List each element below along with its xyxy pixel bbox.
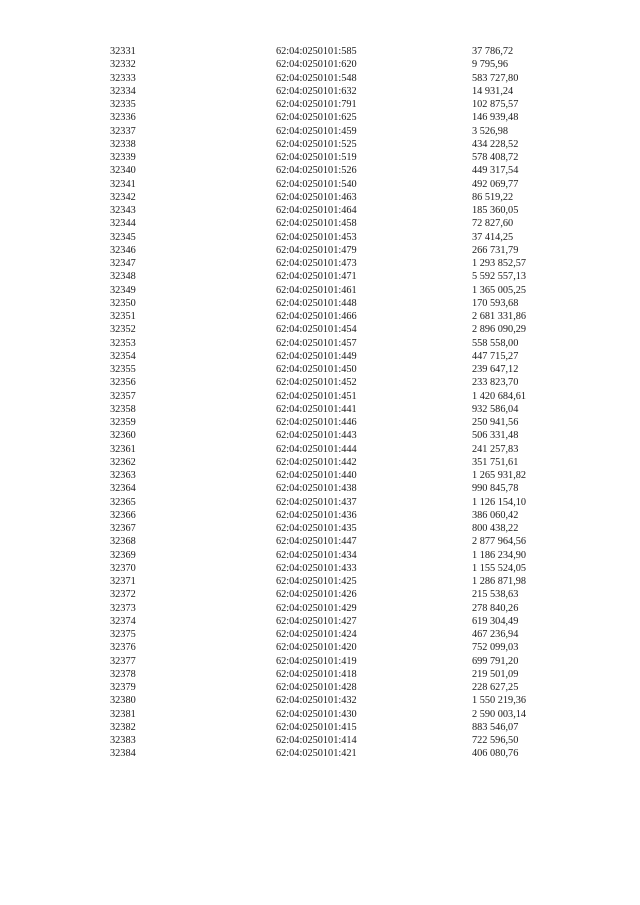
cadastral-value: 170 593,68 xyxy=(472,297,519,309)
row-number: 32362 xyxy=(110,456,136,468)
cadastral-value: 1 155 524,05 xyxy=(472,562,527,574)
cadastral-number: 62:04:0250101:466 xyxy=(276,311,357,322)
row-number: 32333 xyxy=(110,72,136,84)
cadastral-number: 62:04:0250101:428 xyxy=(276,682,357,693)
cadastral-number: 62:04:0250101:479 xyxy=(276,244,357,256)
row-number: 32361 xyxy=(110,443,136,455)
row-number: 32343 xyxy=(110,205,136,216)
cadastral-value: 185 360,05 xyxy=(472,205,519,216)
cadastral-number: 62:04:0250101:425 xyxy=(276,576,357,587)
cadastral-number: 62:04:0250101:526 xyxy=(276,165,357,177)
table-row xyxy=(110,111,572,124)
row-number: 32356 xyxy=(110,377,136,389)
cadastral-value: 215 538,63 xyxy=(472,589,519,601)
cadastral-value: 449 317,54 xyxy=(472,165,519,177)
table-row xyxy=(110,429,572,442)
cadastral-value: 506 331,48 xyxy=(472,430,519,442)
row-number: 32381 xyxy=(110,708,136,720)
cadastral-number: 62:04:0250101:420 xyxy=(276,642,357,654)
cadastral-value: 37 414,25 xyxy=(472,231,514,243)
row-number: 32365 xyxy=(110,496,136,508)
table-row xyxy=(110,628,572,641)
cadastral-number: 62:04:0250101:458 xyxy=(276,218,357,230)
cadastral-value: 2 877 964,56 xyxy=(472,536,527,548)
cadastral-number: 62:04:0250101:454 xyxy=(276,324,357,336)
cadastral-number: 62:04:0250101:435 xyxy=(276,523,357,534)
row-number: 32369 xyxy=(110,549,136,561)
cadastral-value: 102 875,57 xyxy=(472,99,519,110)
table-row xyxy=(110,151,572,164)
cadastral-number: 62:04:0250101:421 xyxy=(276,748,357,760)
row-number: 32336 xyxy=(110,112,136,124)
cadastral-number: 62:04:0250101:548 xyxy=(276,72,357,84)
cadastral-value: 467 236,94 xyxy=(472,629,519,640)
cadastral-number: 62:04:0250101:438 xyxy=(276,483,357,495)
row-number: 32380 xyxy=(110,695,136,707)
cadastral-number: 62:04:0250101:427 xyxy=(276,615,357,627)
row-number: 32373 xyxy=(110,602,136,614)
cadastral-value: 883 546,07 xyxy=(472,721,519,733)
cadastral-value: 72 827,60 xyxy=(472,218,514,230)
row-number: 32352 xyxy=(110,324,136,336)
row-number: 32335 xyxy=(110,99,136,110)
cadastral-number: 62:04:0250101:473 xyxy=(276,258,357,269)
table-row xyxy=(110,602,572,615)
row-number: 32344 xyxy=(110,218,136,230)
cadastral-number: 62:04:0250101:415 xyxy=(276,721,357,733)
cadastral-number: 62:04:0250101:625 xyxy=(276,112,357,124)
cadastral-number: 62:04:0250101:525 xyxy=(276,138,357,150)
table-row xyxy=(110,45,572,58)
row-number: 32331 xyxy=(110,46,136,57)
cadastral-number: 62:04:0250101:459 xyxy=(276,125,357,137)
table-row xyxy=(110,376,572,389)
cadastral-value: 800 438,22 xyxy=(472,523,519,534)
cadastral-number: 62:04:0250101:437 xyxy=(276,496,357,508)
table-row xyxy=(110,164,572,177)
row-number: 32342 xyxy=(110,191,136,203)
table-row xyxy=(110,231,572,244)
row-number: 32372 xyxy=(110,589,136,601)
table-row xyxy=(110,416,572,429)
row-number: 32374 xyxy=(110,615,136,627)
table-row xyxy=(110,562,572,575)
cadastral-value: 3 526,98 xyxy=(472,125,509,137)
table-row xyxy=(110,535,572,548)
cadastral-number: 62:04:0250101:447 xyxy=(276,536,357,548)
cadastral-number: 62:04:0250101:432 xyxy=(276,695,357,707)
cadastral-number: 62:04:0250101:430 xyxy=(276,708,357,720)
cadastral-value: 351 751,61 xyxy=(472,456,519,468)
row-number: 32378 xyxy=(110,668,136,680)
row-number: 32340 xyxy=(110,165,136,177)
cadastral-value: 278 840,26 xyxy=(472,602,519,614)
row-number: 32350 xyxy=(110,297,136,309)
row-number: 32355 xyxy=(110,364,136,375)
cadastral-value: 386 060,42 xyxy=(472,509,519,521)
cadastral-value: 722 596,50 xyxy=(472,735,519,746)
row-number: 32384 xyxy=(110,748,136,760)
row-number: 32376 xyxy=(110,642,136,654)
cadastral-value: 558 558,00 xyxy=(472,337,519,349)
table-row xyxy=(110,694,572,707)
row-number: 32370 xyxy=(110,562,136,574)
table-row xyxy=(110,257,572,270)
cadastral-number: 62:04:0250101:448 xyxy=(276,297,357,309)
cadastral-number: 62:04:0250101:446 xyxy=(276,417,357,428)
table-row xyxy=(110,310,572,323)
cadastral-value: 1 293 852,57 xyxy=(472,258,527,269)
cadastral-number: 62:04:0250101:440 xyxy=(276,470,357,481)
row-number: 32338 xyxy=(110,138,136,150)
cadastral-number: 62:04:0250101:451 xyxy=(276,390,357,402)
table-row xyxy=(110,297,572,310)
table-row xyxy=(110,469,572,482)
cadastral-number: 62:04:0250101:632 xyxy=(276,85,357,97)
cadastral-number: 62:04:0250101:426 xyxy=(276,589,357,601)
cadastral-value: 619 304,49 xyxy=(472,615,519,627)
table-row xyxy=(110,509,572,522)
table-row xyxy=(110,747,572,760)
cadastral-value: 2 590 003,14 xyxy=(472,708,527,720)
cadastral-number: 62:04:0250101:463 xyxy=(276,191,357,203)
row-number: 32379 xyxy=(110,682,136,693)
row-number: 32341 xyxy=(110,178,136,190)
row-number: 32347 xyxy=(110,258,136,269)
cadastral-value: 1 550 219,36 xyxy=(472,695,527,707)
cadastral-number: 62:04:0250101:443 xyxy=(276,430,357,442)
table-row xyxy=(110,668,572,681)
cadastral-number: 62:04:0250101:418 xyxy=(276,668,357,680)
table-row xyxy=(110,443,572,456)
cadastral-number: 62:04:0250101:424 xyxy=(276,629,357,640)
table-row xyxy=(110,681,572,694)
cadastral-value: 447 715,27 xyxy=(472,350,519,362)
row-number: 32349 xyxy=(110,284,136,296)
cadastral-value: 146 939,48 xyxy=(472,112,519,124)
row-number: 32339 xyxy=(110,152,136,163)
row-number: 32377 xyxy=(110,655,136,667)
cadastral-number: 62:04:0250101:791 xyxy=(276,99,357,110)
row-number: 32337 xyxy=(110,125,136,137)
cadastral-number: 62:04:0250101:433 xyxy=(276,562,357,574)
row-number: 32353 xyxy=(110,337,136,349)
cadastral-value: 932 586,04 xyxy=(472,403,519,415)
row-number: 32363 xyxy=(110,470,136,481)
cadastral-value: 9 795,96 xyxy=(472,59,509,71)
cadastral-value: 578 408,72 xyxy=(472,152,519,163)
row-number: 32346 xyxy=(110,244,136,256)
cadastral-number: 62:04:0250101:436 xyxy=(276,509,357,521)
table-row xyxy=(110,721,572,734)
table-row xyxy=(110,615,572,628)
table-row xyxy=(110,217,572,230)
cadastral-number: 62:04:0250101:429 xyxy=(276,602,357,614)
cadastral-number: 62:04:0250101:414 xyxy=(276,735,357,746)
cadastral-number: 62:04:0250101:444 xyxy=(276,443,357,455)
row-number: 32348 xyxy=(110,271,136,283)
table-row xyxy=(110,98,572,111)
cadastral-number: 62:04:0250101:452 xyxy=(276,377,357,389)
table-row xyxy=(110,350,572,363)
cadastral-value: 583 727,80 xyxy=(472,72,519,84)
row-number: 32334 xyxy=(110,85,136,97)
cadastral-value: 699 791,20 xyxy=(472,655,519,667)
table-row xyxy=(110,85,572,98)
cadastral-value: 2 896 090,29 xyxy=(472,324,527,336)
table-row xyxy=(110,549,572,562)
row-number: 32371 xyxy=(110,576,136,587)
table-row xyxy=(110,390,572,403)
row-number: 32332 xyxy=(110,59,136,71)
table-row xyxy=(110,403,572,416)
cadastral-value: 250 941,56 xyxy=(472,417,519,428)
cadastral-value-table xyxy=(110,45,572,761)
cadastral-value: 2 681 331,86 xyxy=(472,311,527,322)
row-number: 32366 xyxy=(110,509,136,521)
table-row xyxy=(110,138,572,151)
table-body xyxy=(110,45,572,761)
cadastral-number: 62:04:0250101:585 xyxy=(276,46,357,57)
table-row xyxy=(110,655,572,668)
cadastral-value: 1 126 154,10 xyxy=(472,496,527,508)
row-number: 32382 xyxy=(110,721,136,733)
cadastral-number: 62:04:0250101:450 xyxy=(276,364,357,375)
row-number: 32360 xyxy=(110,430,136,442)
cadastral-value: 752 099,03 xyxy=(472,642,519,654)
row-number: 32358 xyxy=(110,403,136,415)
table-row xyxy=(110,284,572,297)
cadastral-number: 62:04:0250101:449 xyxy=(276,350,357,362)
table-row xyxy=(110,178,572,191)
cadastral-number: 62:04:0250101:453 xyxy=(276,231,357,243)
cadastral-value: 266 731,79 xyxy=(472,244,519,256)
cadastral-number: 62:04:0250101:471 xyxy=(276,271,357,283)
cadastral-value: 5 592 557,13 xyxy=(472,271,527,283)
table-row xyxy=(110,204,572,217)
row-number: 32354 xyxy=(110,350,136,362)
row-number: 32368 xyxy=(110,536,136,548)
cadastral-value: 228 627,25 xyxy=(472,682,519,693)
cadastral-value: 1 286 871,98 xyxy=(472,576,527,587)
cadastral-value: 434 228,52 xyxy=(472,138,519,150)
row-number: 32357 xyxy=(110,390,136,402)
cadastral-number: 62:04:0250101:461 xyxy=(276,284,357,296)
row-number: 32383 xyxy=(110,735,136,746)
table-row xyxy=(110,588,572,601)
table-row xyxy=(110,72,572,85)
table-row xyxy=(110,708,572,721)
table-row xyxy=(110,456,572,469)
table-row xyxy=(110,496,572,509)
table-row xyxy=(110,522,572,535)
cadastral-value: 219 501,09 xyxy=(472,668,519,680)
cadastral-value: 233 823,70 xyxy=(472,377,519,389)
cadastral-number: 62:04:0250101:442 xyxy=(276,456,357,468)
cadastral-value: 406 080,76 xyxy=(472,748,519,760)
row-number: 32359 xyxy=(110,417,136,428)
cadastral-value: 239 647,12 xyxy=(472,364,519,375)
table-row xyxy=(110,337,572,350)
row-number: 32364 xyxy=(110,483,136,495)
row-number: 32351 xyxy=(110,311,136,322)
cadastral-value: 1 265 931,82 xyxy=(472,470,527,481)
table-row xyxy=(110,641,572,654)
cadastral-value: 241 257,83 xyxy=(472,443,519,455)
cadastral-number: 62:04:0250101:519 xyxy=(276,152,357,163)
table-row xyxy=(110,58,572,71)
cadastral-value: 1 365 005,25 xyxy=(472,284,527,296)
table-row xyxy=(110,575,572,588)
table-row xyxy=(110,191,572,204)
cadastral-value: 14 931,24 xyxy=(472,85,514,97)
table-row xyxy=(110,482,572,495)
cadastral-value: 492 069,77 xyxy=(472,178,519,190)
cadastral-value: 1 420 684,61 xyxy=(472,390,527,402)
table-row xyxy=(110,244,572,257)
table-row xyxy=(110,323,572,336)
row-number: 32375 xyxy=(110,629,136,640)
table-row xyxy=(110,363,572,376)
cadastral-number: 62:04:0250101:419 xyxy=(276,655,357,667)
cadastral-number: 62:04:0250101:434 xyxy=(276,549,357,561)
cadastral-number: 62:04:0250101:457 xyxy=(276,337,357,349)
cadastral-number: 62:04:0250101:464 xyxy=(276,205,357,216)
cadastral-number: 62:04:0250101:441 xyxy=(276,403,357,415)
cadastral-number: 62:04:0250101:540 xyxy=(276,178,357,190)
cadastral-value: 1 186 234,90 xyxy=(472,549,527,561)
table-row xyxy=(110,734,572,747)
cadastral-number: 62:04:0250101:620 xyxy=(276,59,357,71)
cadastral-value: 86 519,22 xyxy=(472,191,514,203)
row-number: 32345 xyxy=(110,231,136,243)
table-row xyxy=(110,270,572,283)
row-number: 32367 xyxy=(110,523,136,534)
cadastral-value: 37 786,72 xyxy=(472,46,514,57)
cadastral-value: 990 845,78 xyxy=(472,483,519,495)
table-row xyxy=(110,125,572,138)
